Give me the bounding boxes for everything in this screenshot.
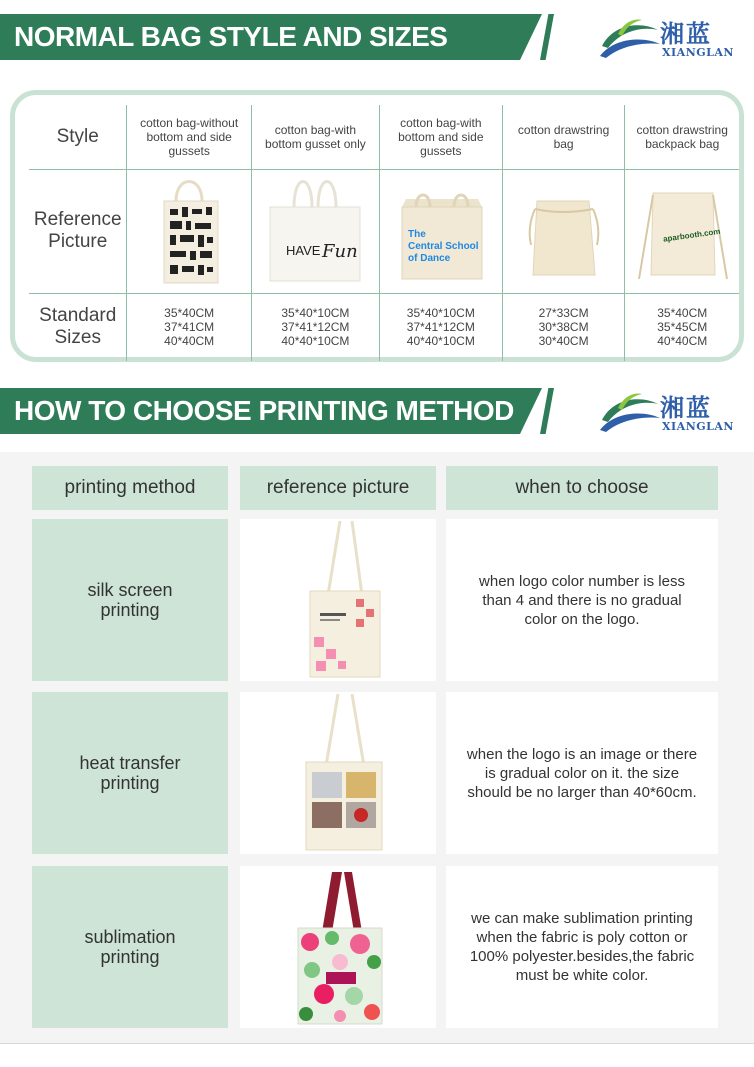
row-header-sizes: Standard Sizes [29, 293, 127, 361]
tote-bag-box-icon [386, 171, 496, 287]
bag-print-fun: Fun [322, 240, 359, 262]
sublimation-tote-icon [240, 866, 436, 1028]
brand-name-en: XIANGLAN [662, 420, 734, 433]
brand-logo [598, 12, 738, 66]
swoosh-logo-icon [598, 12, 662, 62]
header-reference-picture: reference picture [240, 466, 436, 510]
when-cell-silk-screen: when logo color number is less than 4 and there is no gradual color on the logo. [446, 519, 718, 681]
sizes-cell-3: 35*40*10CM 37*41*12CM 40*40*10CM [379, 293, 502, 361]
silk-screen-tote-icon [240, 519, 436, 681]
style-cell-4: cotton drawstring bag [502, 105, 625, 169]
tote-bag-gusset-icon [256, 171, 374, 287]
reference-picture-1 [127, 169, 251, 293]
section-title: HOW TO CHOOSE PRINTING METHOD [14, 395, 514, 426]
section-banner-bag-styles [0, 14, 560, 60]
header-printing-method: printing method [32, 466, 228, 510]
when-cell-sublimation: we can make sublimation printing when the fabric is poly cotton or 100% polyester.besides,the fabric must be white color. [446, 866, 718, 1028]
bag-style-table [29, 105, 739, 361]
sizes-cell-2: 35*40*10CM 37*41*12CM 40*40*10CM [251, 293, 379, 361]
bag-print-url: aparbooth.com [662, 226, 722, 244]
bag-style-table-frame [10, 90, 744, 362]
row-header-style: Style [29, 105, 127, 169]
reference-picture-2 [251, 169, 379, 293]
section-title: NORMAL BAG STYLE AND SIZES [14, 21, 448, 52]
style-cell-2: cotton bag-with bottom gusset only [251, 105, 379, 169]
method-cell-silk-screen: silk screen printing [32, 519, 228, 681]
header-when-to-choose: when to choose [446, 466, 718, 510]
method-cell-sublimation: sublimation printing [32, 866, 228, 1028]
sizes-cell-5: 35*40CM 35*45CM 40*40CM [657, 306, 708, 349]
bag-print-line-1: The [407, 228, 426, 240]
picture-cell-heat-transfer [240, 692, 436, 854]
brand-name-cn: 湘蓝 [660, 19, 712, 48]
sizes-cell-4: 27*33CM 30*38CM 30*40CM [502, 293, 625, 361]
drawstring-bag-icon [509, 171, 619, 287]
reference-picture-5 [625, 169, 739, 293]
brand-name-en: XIANGLAN [662, 46, 734, 59]
row-header-reference: Reference Picture [29, 169, 127, 293]
sizes-cell-1: 35*40CM 37*41CM 40*40CM [127, 293, 251, 361]
reference-picture-3 [379, 169, 502, 293]
picture-cell-sublimation [240, 866, 436, 1028]
reference-picture-4 [502, 169, 625, 293]
swoosh-logo-icon [598, 386, 662, 436]
method-cell-heat-transfer: heat transfer printing [32, 692, 228, 854]
picture-cell-silk-screen [240, 519, 436, 681]
bottom-divider [0, 1043, 754, 1044]
heat-transfer-tote-icon [240, 692, 436, 854]
bag-print-have: HAVE [286, 242, 321, 258]
drawstring-backpack-icon [629, 171, 735, 287]
brand-name-cn: 湘蓝 [660, 393, 712, 422]
section-banner-printing-method [0, 388, 560, 434]
style-cell-3: cotton bag-with bottom and side gussets [379, 105, 502, 169]
brand-logo [598, 386, 738, 440]
tote-bag-printed-icon [134, 171, 244, 287]
when-cell-heat-transfer: when the logo is an image or there is gradual color on it. the size should be no larger than 40*60cm. [446, 692, 718, 854]
style-cell-5: cotton drawstring backpack bag [625, 105, 739, 169]
bag-print-line-3: of Dance [407, 252, 451, 264]
bag-print-line-2: Central School [407, 240, 479, 252]
style-cell-1: cotton bag-without bottom and side gussets [127, 105, 251, 169]
